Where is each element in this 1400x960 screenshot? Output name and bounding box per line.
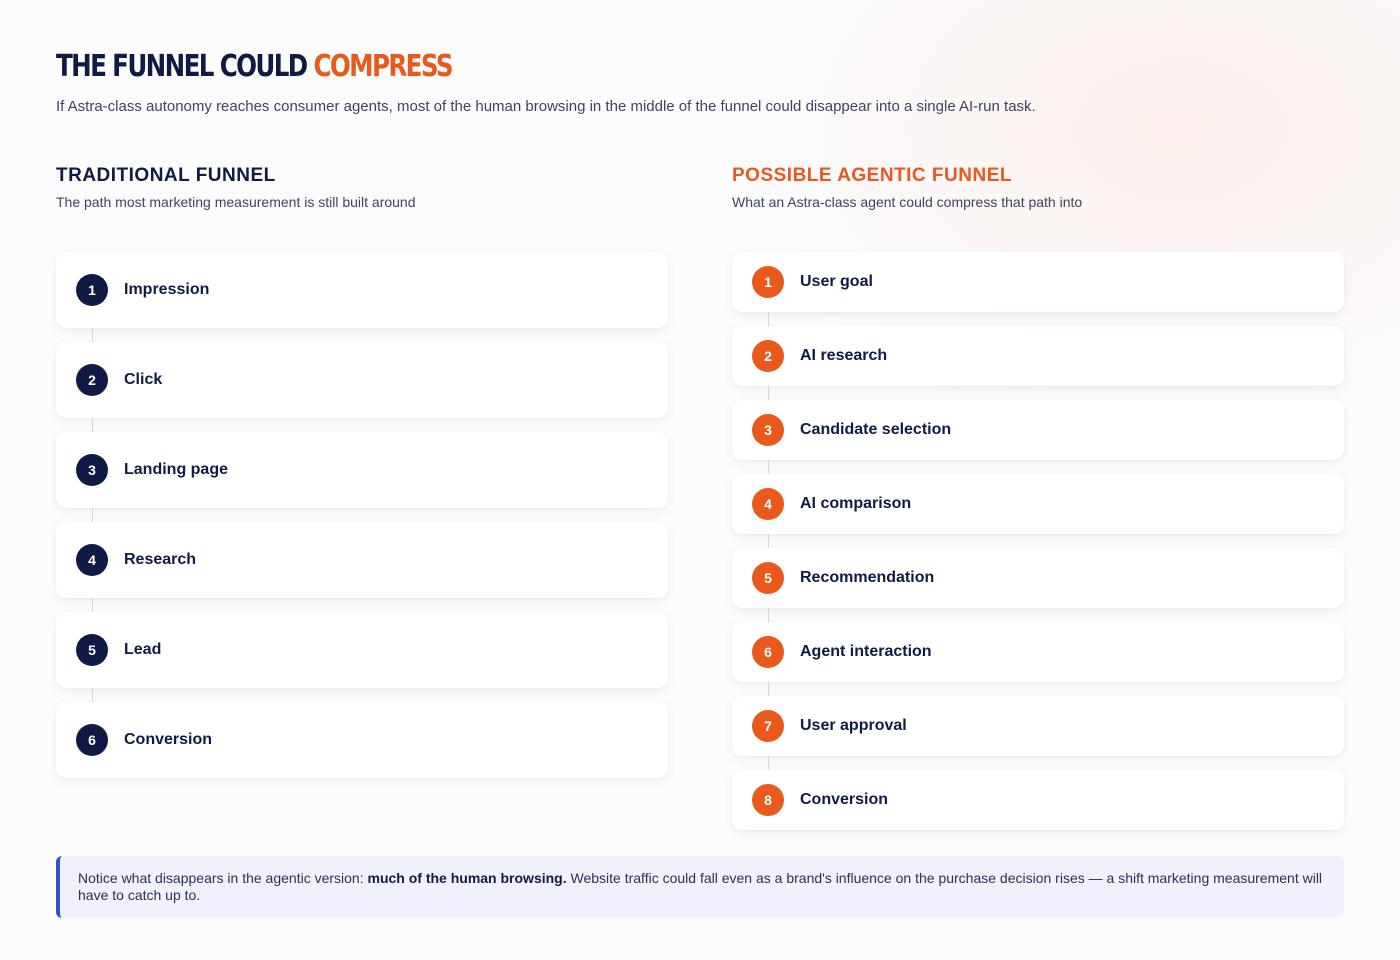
note-text-bold: much of the human browsing. <box>367 870 567 886</box>
step-number-badge: 3 <box>76 454 108 486</box>
step-label: Recommendation <box>800 569 935 586</box>
agentic-step-ai-research <box>732 326 1344 386</box>
step-label: Candidate selection <box>800 421 952 438</box>
traditional-step-research <box>56 522 668 598</box>
step-number-badge: 1 <box>76 274 108 306</box>
step-label: Agent interaction <box>800 643 932 660</box>
agentic-step-conversion <box>732 770 1344 830</box>
step-number-badge: 5 <box>76 634 108 666</box>
agentic-step-user-approval <box>732 696 1344 756</box>
step-label: Conversion <box>800 791 889 808</box>
title-main: THE FUNNEL COULD <box>56 49 307 84</box>
note-text-before: Notice what disappears in the agentic version: <box>78 870 368 886</box>
traditional-funnel-subheading: The path most marketing measurement is still built around <box>56 194 416 210</box>
step-label: User approval <box>800 717 907 734</box>
traditional-funnel-heading: TRADITIONAL FUNNEL <box>56 165 276 186</box>
traditional-step-impression <box>56 252 668 328</box>
agentic-step-candidate-selection <box>732 400 1344 460</box>
step-label: Research <box>124 551 197 568</box>
step-number-badge: 4 <box>76 544 108 576</box>
traditional-step-click <box>56 342 668 418</box>
agentic-step-recommendation <box>732 548 1344 608</box>
traditional-step-landing-page <box>56 432 668 508</box>
step-label: Click <box>124 371 163 388</box>
step-number-badge: 2 <box>76 364 108 396</box>
step-number-badge: 7 <box>752 710 784 742</box>
step-number-badge: 2 <box>752 340 784 372</box>
step-label: User goal <box>800 273 873 290</box>
callout-note <box>56 856 1344 918</box>
step-label: Impression <box>124 281 210 298</box>
step-label: Landing page <box>124 461 228 478</box>
step-number-badge: 6 <box>752 636 784 668</box>
page-subtitle: If Astra-class autonomy reaches consumer agents, most of the human browsing in the middle of the funnel could disappear into a single AI-run task. <box>56 98 1036 115</box>
agentic-step-user-goal <box>732 252 1344 312</box>
title-accent: COMPRESS <box>313 49 452 84</box>
traditional-funnel <box>56 252 668 792</box>
page-title <box>56 50 452 84</box>
traditional-step-conversion <box>56 702 668 778</box>
agentic-funnel-subheading: What an Astra-class agent could compress that path into <box>732 194 1083 210</box>
step-number-badge: 6 <box>76 724 108 756</box>
agentic-step-ai-comparison <box>732 474 1344 534</box>
step-number-badge: 5 <box>752 562 784 594</box>
agentic-step-agent-interaction <box>732 622 1344 682</box>
step-number-badge: 8 <box>752 784 784 816</box>
step-label: AI comparison <box>800 495 912 512</box>
agentic-funnel-heading: POSSIBLE AGENTIC FUNNEL <box>732 165 1012 186</box>
note-text-after: Website traffic could fall even as a brand's influence on the purchase decision rises — a shift marketing measurement will have to catch up to. <box>78 870 1323 903</box>
step-label: Lead <box>124 641 162 658</box>
agentic-funnel <box>732 252 1344 844</box>
step-label: AI research <box>800 347 888 364</box>
traditional-step-lead <box>56 612 668 688</box>
step-number-badge: 1 <box>752 266 784 298</box>
step-label: Conversion <box>124 731 213 748</box>
step-number-badge: 4 <box>752 488 784 520</box>
step-number-badge: 3 <box>752 414 784 446</box>
